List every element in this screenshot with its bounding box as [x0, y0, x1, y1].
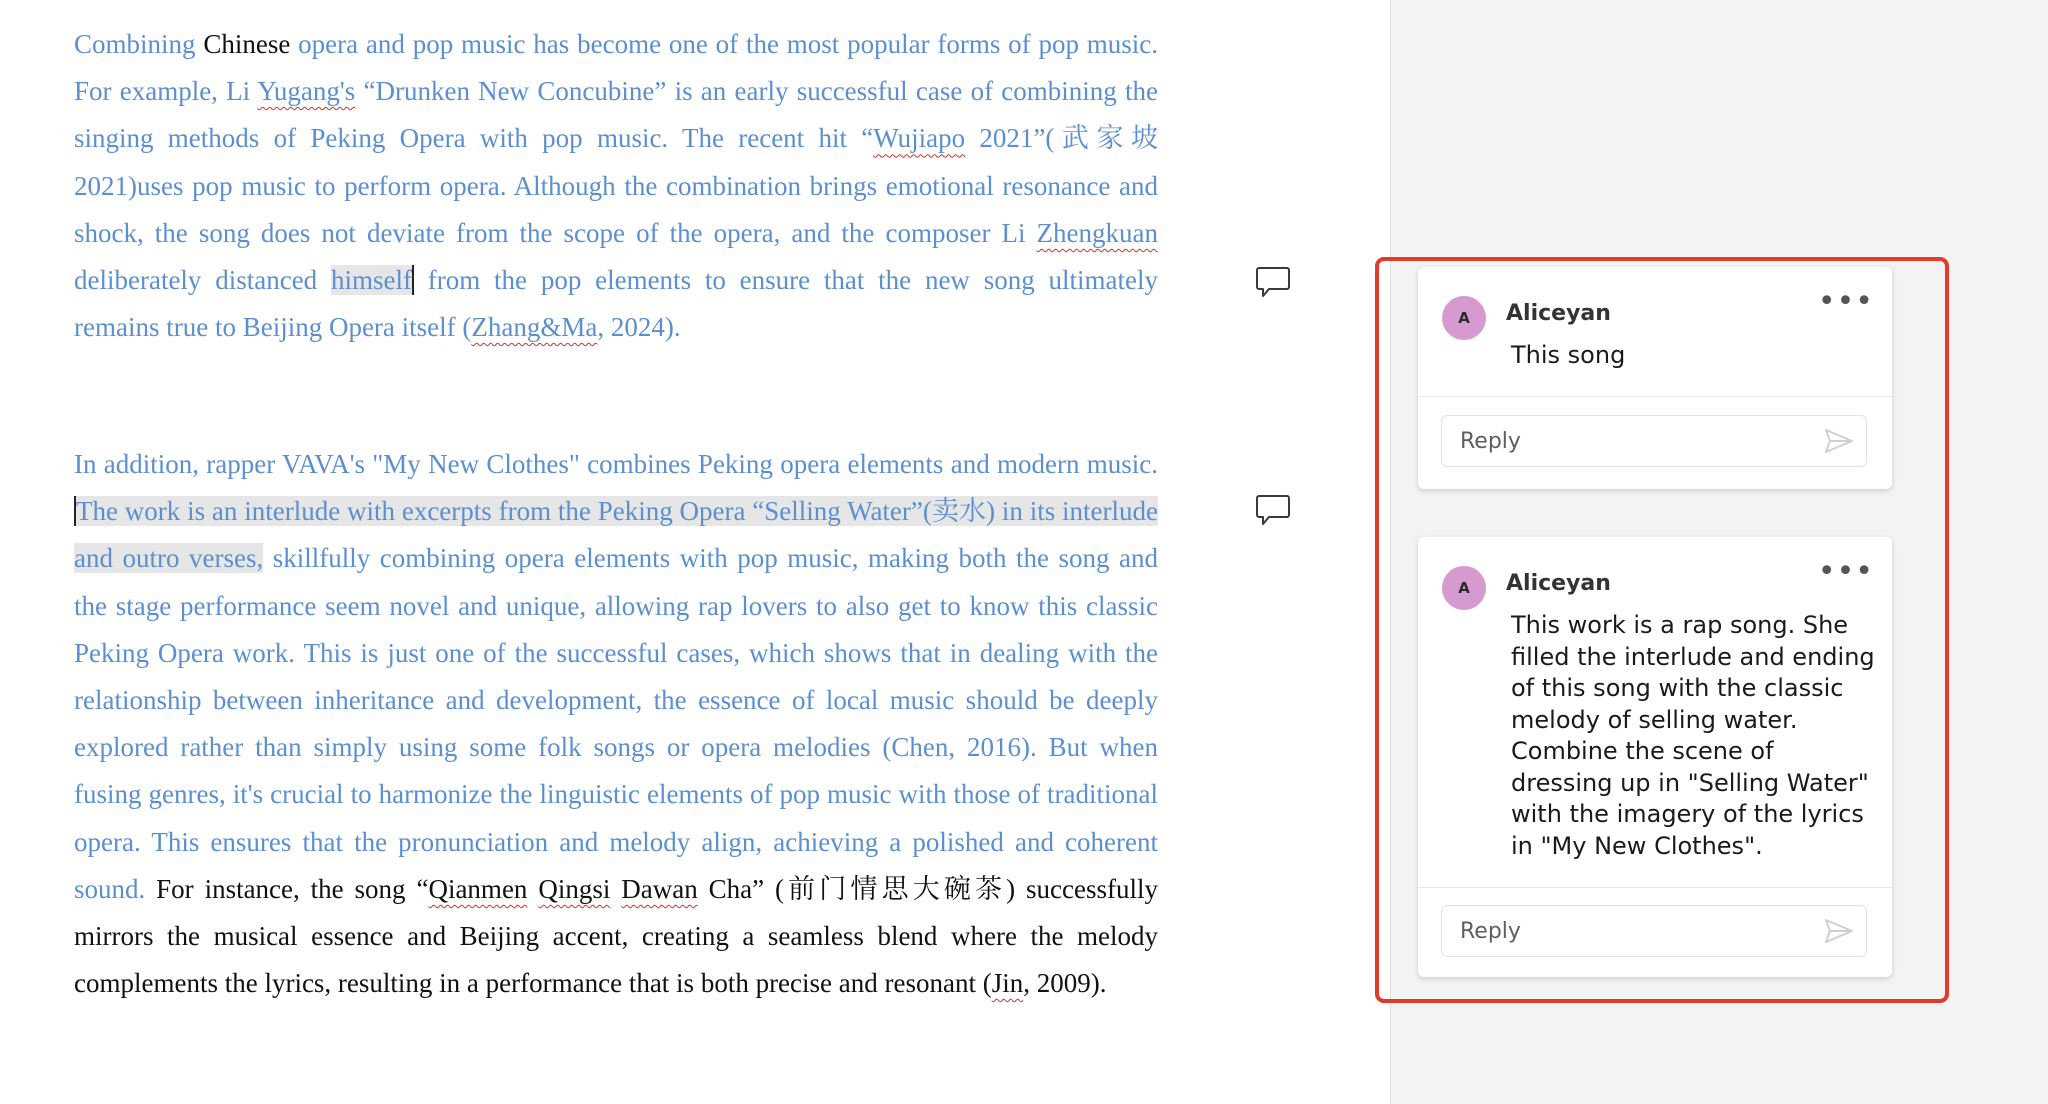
paragraph-2[interactable]: [74, 441, 1158, 1007]
highlight-frame: [1375, 257, 1949, 1003]
reply-placeholder: Reply: [1460, 429, 1521, 454]
text-run: In addition, rapper VAVA's "My New Clothes" combines Peking opera elements and modern music.: [74, 449, 1158, 479]
comment-anchor-1[interactable]: himself: [330, 265, 412, 296]
comment-author: Aliceyan: [1506, 571, 1611, 596]
text-run: “Drunken New Concubine” is an early successful case of combining the singing methods of Peking Opera with pop music. The recent hit “: [74, 76, 1158, 154]
text-run: , 2009).: [1023, 968, 1107, 999]
text-run: Chinese: [203, 29, 291, 59]
spelling-flag[interactable]: Wujiapo: [873, 123, 966, 154]
spelling-flag[interactable]: Yugang's: [257, 76, 356, 107]
avatar: A: [1442, 296, 1486, 340]
spelling-flag[interactable]: Zhengkuan: [1036, 217, 1158, 248]
text-run: 2021”(武家坡 2021)uses pop music to perform opera. Although the combination brings emotional resonance and shock, the song does not deviate from the scope of the opera, and the composer Li: [74, 123, 1158, 248]
spelling-flag[interactable]: Qingsi: [538, 873, 611, 904]
paragraph-1[interactable]: [74, 21, 1158, 351]
text-run: , 2024).: [597, 312, 681, 343]
more-options-icon[interactable]: •••: [1817, 554, 1874, 589]
text-run: Combining: [74, 29, 204, 59]
text-run: [610, 874, 621, 904]
text-run: opera and pop music has become one of the most popular forms of pop music. For example, Li: [74, 29, 1158, 107]
text-run: skillfully combining opera elements with pop music, making both the song and the stage performance seem novel and unique, allowing rap lovers to also get to know this classic Peking Opera work. This is just one of the successful cases, which shows that in dealing with the relationship between inheritance and development, the essence of local music should be deeply explored rather than simply using some folk songs or opera melodies (Chen, 2016). But when fusing genres, it's crucial to harmonize the linguistic elements of pop music with those of traditional opera. This ensures that the pronunciation and melody align, achieving a polished and coherent sound.: [74, 543, 1158, 904]
comment-text: This song: [1511, 341, 1626, 369]
comment-anchor-2[interactable]: The work is an interlude with excerpts from the Peking Opera “Selling Water”(卖水) in its interlude and outro verses,: [74, 496, 1158, 574]
spelling-flag[interactable]: Dawan: [621, 873, 698, 904]
spelling-flag[interactable]: Qianmen: [428, 873, 528, 904]
comment-text: This work is a rap song. She filled the interlude and ending of this song with the classic melody of selling water. Combine the scene of dressing up in "Selling Water" with the imagery of the lyrics in "My New Clothes".: [1511, 611, 1875, 860]
text-run: [527, 874, 538, 904]
text-run: Cha” (前门情思大碗茶) successfully mirrors the musical essence and Beijing accent, creating a seamless blend where the melody complements the lyrics, resulting in a performance that is both precise and resonant (: [74, 873, 1159, 999]
comment-author: Aliceyan: [1506, 301, 1611, 326]
avatar: A: [1442, 566, 1486, 610]
comment-bubble-icon[interactable]: [1255, 493, 1291, 527]
text-run: deliberately distanced: [74, 265, 331, 296]
spelling-flag[interactable]: Jin: [991, 968, 1024, 999]
text-run: For instance, the song “: [145, 873, 429, 904]
more-options-icon[interactable]: •••: [1817, 284, 1874, 319]
comment-bubble-icon[interactable]: [1255, 265, 1291, 299]
reply-placeholder: Reply: [1460, 919, 1521, 944]
spelling-flag[interactable]: Zhang&Ma: [471, 312, 598, 343]
text-run: from the pop elements to ensure that the new song ultimately remains true to Beijing Opera itself (: [74, 265, 1158, 343]
